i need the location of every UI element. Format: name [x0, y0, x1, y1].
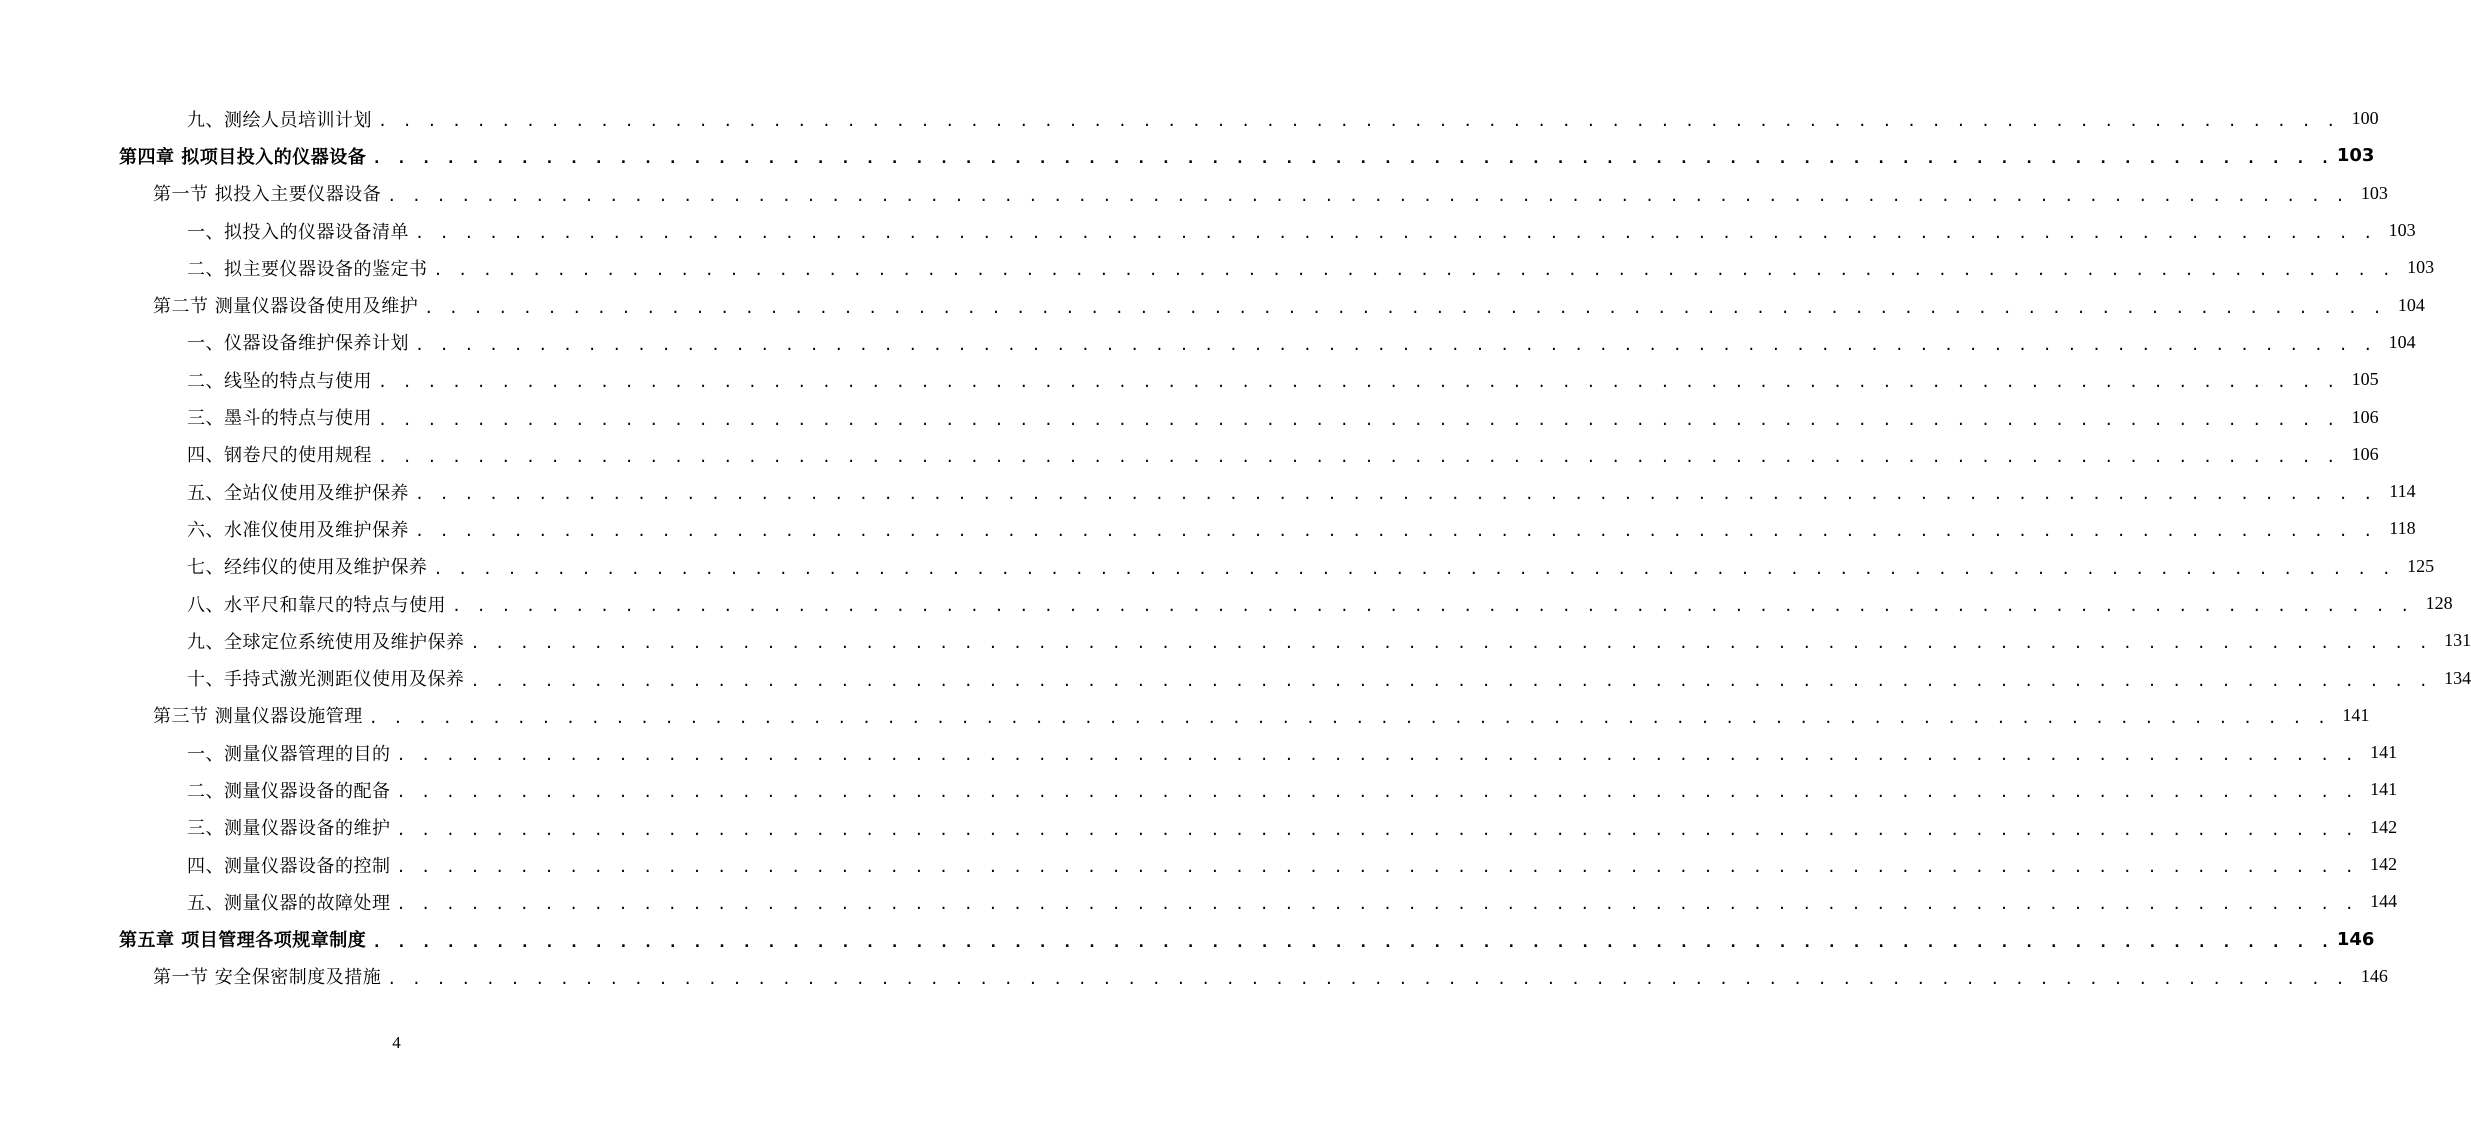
toc-entry-item[interactable] — [0, 510, 2416, 547]
toc-entry-item[interactable] — [0, 734, 2398, 771]
toc-entry-item[interactable] — [0, 398, 2379, 435]
toc-leader-dots: . . . . . . . . . . . . . . . . . . . . . . . . . . . . . . . . . . . . . . . . . . . . . . . . . . . . . . . . . . . . . . . . . . . . . . . . . . . . . . . . — [424, 298, 2385, 317]
toc-entry-title: 四、测量仪器设备的控制 — [187, 855, 391, 877]
toc-entry-page: 118 — [2389, 518, 2416, 539]
toc-entry-title: 七、经纬仪的使用及维护保养 — [187, 557, 428, 579]
toc-entry-section[interactable] — [0, 958, 2388, 995]
toc-entry-section[interactable] — [0, 175, 2388, 212]
page-number: 4 — [392, 1033, 401, 1052]
toc-entry-page: 141 — [2370, 742, 2398, 763]
toc-entry-title: 十、手持式激光测距仪使用及保养 — [187, 669, 465, 691]
toc-leader-dots: . . . . . . . . . . . . . . . . . . . . . . . . . . . . . . . . . . . . . . . . . . . . . . . . . . . . . . . . . . . . . . . . . . . . . . . . . . . . . . . . — [378, 447, 2339, 466]
toc-entry-item[interactable] — [0, 361, 2379, 398]
toc-entry-chapter[interactable] — [0, 137, 2375, 174]
toc-leader-dots: . . . . . . . . . . . . . . . . . . . . . . . . . . . . . . . . . . . . . . . . . . . . . . . . . . . . . . . . . . . . . . . . . . . . . . . . . . . . . . . . — [415, 335, 2376, 354]
toc-entry-title: 第一节 安全保密制度及措施 — [153, 967, 382, 989]
toc-leader-dots: . . . . . . . . . . . . . . . . . . . . . . . . . . . . . . . . . . . . . . . . . . . . . . . . . . . . . . . . . . . . . . . . . . . . . . . . . . . . . . . . — [415, 522, 2376, 541]
toc-entry-title: 一、测量仪器管理的目的 — [187, 743, 391, 765]
toc-entry-title: 三、测量仪器设备的维护 — [187, 818, 391, 840]
toc-entry-item[interactable] — [0, 585, 2453, 622]
toc-entry-page: 142 — [2370, 816, 2398, 837]
toc-entry-page: 103 — [2388, 220, 2416, 241]
toc-leader-dots: . . . . . . . . . . . . . . . . . . . . . . . . . . . . . . . . . . . . . . . . . . . . . . . . . . . . . . . . . . . . . . . . . . . . . . . . . . . . . . . . — [470, 671, 2432, 690]
toc-entry-title: 三、墨斗的特点与使用 — [187, 408, 372, 430]
toc-entry-title: 二、测量仪器设备的配备 — [187, 780, 391, 802]
toc-leader-dots: . . . . . . . . . . . . . . . . . . . . . . . . . . . . . . . . . . . . . . . . . . . . . . . . . . . . . . . . . . . . . . . . . . . . . . . . . . . . . . . . — [368, 708, 2330, 727]
toc-entry-item[interactable] — [0, 548, 2435, 585]
toc-entry-item[interactable] — [0, 622, 2471, 659]
toc-entry-title: 五、测量仪器的故障处理 — [187, 892, 391, 914]
toc-entry-title: 九、测绘人员培训计划 — [187, 109, 372, 131]
toc-entry-title: 二、线坠的特点与使用 — [187, 370, 372, 392]
toc-entry-item[interactable] — [0, 771, 2398, 808]
toc-entry-title: 八、水平尺和靠尺的特点与使用 — [187, 594, 446, 616]
toc-leader-dots: . . . . . . . . . . . . . . . . . . . . . . . . . . . . . . . . . . . . . . . . . . . . . . . . . . . . . . . . . . . . . . . . . . . . . . . . . . . . . . . . — [378, 410, 2339, 429]
toc-entry-page: 104 — [2397, 294, 2425, 315]
toc-leader-dots: . . . . . . . . . . . . . . . . . . . . . . . . . . . . . . . . . . . . . . . . . . . . . . . . . . . . . . . . . . . . . . . . . . . . . . . . . . . . . . . . — [372, 149, 2333, 168]
toc-entry-title: 六、水准仪使用及维护保养 — [187, 519, 409, 541]
toc-leader-dots: . . . . . . . . . . . . . . . . . . . . . . . . . . . . . . . . . . . . . . . . . . . . . . . . . . . . . . . . . . . . . . . . . . . . . . . . . . . . . . . . — [470, 634, 2432, 653]
toc-leader-dots: . . . . . . . . . . . . . . . . . . . . . . . . . . . . . . . . . . . . . . . . . . . . . . . . . . . . . . . . . . . . . . . . . . . . . . . . . . . . . . . . — [372, 932, 2333, 951]
toc-entry-title: 五、全站仪使用及维护保养 — [187, 482, 409, 504]
toc-entry-item[interactable] — [0, 659, 2471, 696]
toc-entry-page: 114 — [2389, 481, 2416, 502]
toc-entry-chapter[interactable] — [0, 921, 2375, 958]
toc-leader-dots: . . . . . . . . . . . . . . . . . . . . . . . . . . . . . . . . . . . . . . . . . . . . . . . . . . . . . . . . . . . . . . . . . . . . . . . . . . . . . . . . — [378, 373, 2339, 392]
toc-leader-dots: . . . . . . . . . . . . . . . . . . . . . . . . . . . . . . . . . . . . . . . . . . . . . . . . . . . . . . . . . . . . . . . . . . . . . . . . . . . . . . . . — [396, 783, 2358, 802]
toc-entry-item[interactable] — [0, 473, 2416, 510]
toc-leader-dots: . . . . . . . . . . . . . . . . . . . . . . . . . . . . . . . . . . . . . . . . . . . . . . . . . . . . . . . . . . . . . . . . . . . . . . . . . . . . . . . . — [433, 559, 2395, 578]
toc-entry-page: 141 — [2370, 779, 2398, 800]
toc-entry-title: 四、钢卷尺的使用规程 — [187, 445, 372, 467]
toc-entry-page: 103 — [2360, 182, 2388, 203]
toc-entry-page: 134 — [2444, 667, 2471, 688]
toc-entry-page: 141 — [2342, 704, 2370, 725]
toc-leader-dots: . . . . . . . . . . . . . . . . . . . . . . . . . . . . . . . . . . . . . . . . . . . . . . . . . . . . . . . . . . . . . . . . . . . . . . . . . . . . . . . . — [452, 597, 2413, 615]
toc-entry-item[interactable] — [0, 809, 2398, 846]
toc-leader-dots: . . . . . . . . . . . . . . . . . . . . . . . . . . . . . . . . . . . . . . . . . . . . . . . . . . . . . . . . . . . . . . . . . . . . . . . . . . . . . . . . — [378, 112, 2339, 131]
toc-entry-title: 一、拟投入的仪器设备清单 — [187, 221, 409, 243]
toc-entry-page: 146 — [2336, 928, 2375, 950]
toc-entry-item[interactable] — [0, 883, 2398, 920]
toc-entry-title: 一、仪器设备维护保养计划 — [187, 333, 409, 355]
toc-entry-section[interactable] — [0, 697, 2370, 734]
toc-entry-page: 142 — [2370, 854, 2398, 875]
toc-entry-section[interactable] — [0, 286, 2425, 323]
toc-entry-title: 第三节 测量仪器设施管理 — [153, 706, 363, 728]
toc-entry-page: 103 — [2407, 257, 2435, 278]
toc-leader-dots: . . . . . . . . . . . . . . . . . . . . . . . . . . . . . . . . . . . . . . . . . . . . . . . . . . . . . . . . . . . . . . . . . . . . . . . . . . . . . . . . — [396, 746, 2358, 765]
toc-entry-page: 104 — [2388, 331, 2416, 352]
toc-entry-title: 九、全球定位系统使用及维护保养 — [187, 631, 465, 653]
toc-leader-dots: . . . . . . . . . . . . . . . . . . . . . . . . . . . . . . . . . . . . . . . . . . . . . . . . . . . . . . . . . . . . . . . . . . . . . . . . . . . . . . . . — [415, 485, 2376, 504]
toc-leader-dots: . . . . . . . . . . . . . . . . . . . . . . . . . . . . . . . . . . . . . . . . . . . . . . . . . . . . . . . . . . . . . . . . . . . . . . . . . . . . . . . . — [396, 895, 2358, 914]
toc-entry-page: 100 — [2351, 108, 2379, 129]
toc-entry-item[interactable] — [0, 324, 2416, 361]
toc-leader-dots: . . . . . . . . . . . . . . . . . . . . . . . . . . . . . . . . . . . . . . . . . . . . . . . . . . . . . . . . . . . . . . . . . . . . . . . . . . . . . . . . — [396, 820, 2358, 839]
toc-entry-title: 第四章 拟项目投入的仪器设备 — [119, 146, 367, 168]
toc-entry-page: 144 — [2370, 891, 2398, 912]
toc-leader-dots: . . . . . . . . . . . . . . . . . . . . . . . . . . . . . . . . . . . . . . . . . . . . . . . . . . . . . . . . . . . . . . . . . . . . . . . . . . . . . . . . — [387, 186, 2348, 205]
toc-leader-dots: . . . . . . . . . . . . . . . . . . . . . . . . . . . . . . . . . . . . . . . . . . . . . . . . . . . . . . . . . . . . . . . . . . . . . . . . . . . . . . . . — [415, 224, 2376, 243]
toc-entry-item[interactable] — [0, 100, 2379, 137]
toc-entry-page: 105 — [2351, 369, 2379, 390]
toc-leader-dots: . . . . . . . . . . . . . . . . . . . . . . . . . . . . . . . . . . . . . . . . . . . . . . . . . . . . . . . . . . . . . . . . . . . . . . . . . . . . . . . . — [387, 969, 2348, 988]
toc-entry-title: 第五章 项目管理各项规章制度 — [119, 930, 367, 952]
toc-entry-title: 二、拟主要仪器设备的鉴定书 — [187, 258, 428, 280]
toc-entry-page: 103 — [2336, 145, 2375, 167]
toc-entry-item[interactable] — [0, 212, 2416, 249]
toc-entry-item[interactable] — [0, 846, 2398, 883]
toc-entry-item[interactable] — [0, 249, 2435, 286]
toc-entry-title: 第二节 测量仪器设备使用及维护 — [153, 296, 419, 318]
toc-entry-item[interactable] — [0, 436, 2379, 473]
toc-entry-title: 第一节 拟投入主要仪器设备 — [153, 184, 382, 206]
toc-entry-page: 106 — [2351, 406, 2379, 427]
toc-entry-page: 128 — [2425, 593, 2453, 613]
toc-entry-page: 125 — [2407, 555, 2435, 576]
toc-leader-dots: . . . . . . . . . . . . . . . . . . . . . . . . . . . . . . . . . . . . . . . . . . . . . . . . . . . . . . . . . . . . . . . . . . . . . . . . . . . . . . . . — [433, 261, 2395, 280]
toc-entry-page: 106 — [2351, 443, 2379, 464]
toc-leader-dots: . . . . . . . . . . . . . . . . . . . . . . . . . . . . . . . . . . . . . . . . . . . . . . . . . . . . . . . . . . . . . . . . . . . . . . . . . . . . . . . . — [396, 858, 2358, 877]
toc-entry-page: 146 — [2360, 965, 2388, 986]
table-of-contents — [0, 100, 2471, 995]
toc-entry-page: 131 — [2444, 630, 2471, 651]
